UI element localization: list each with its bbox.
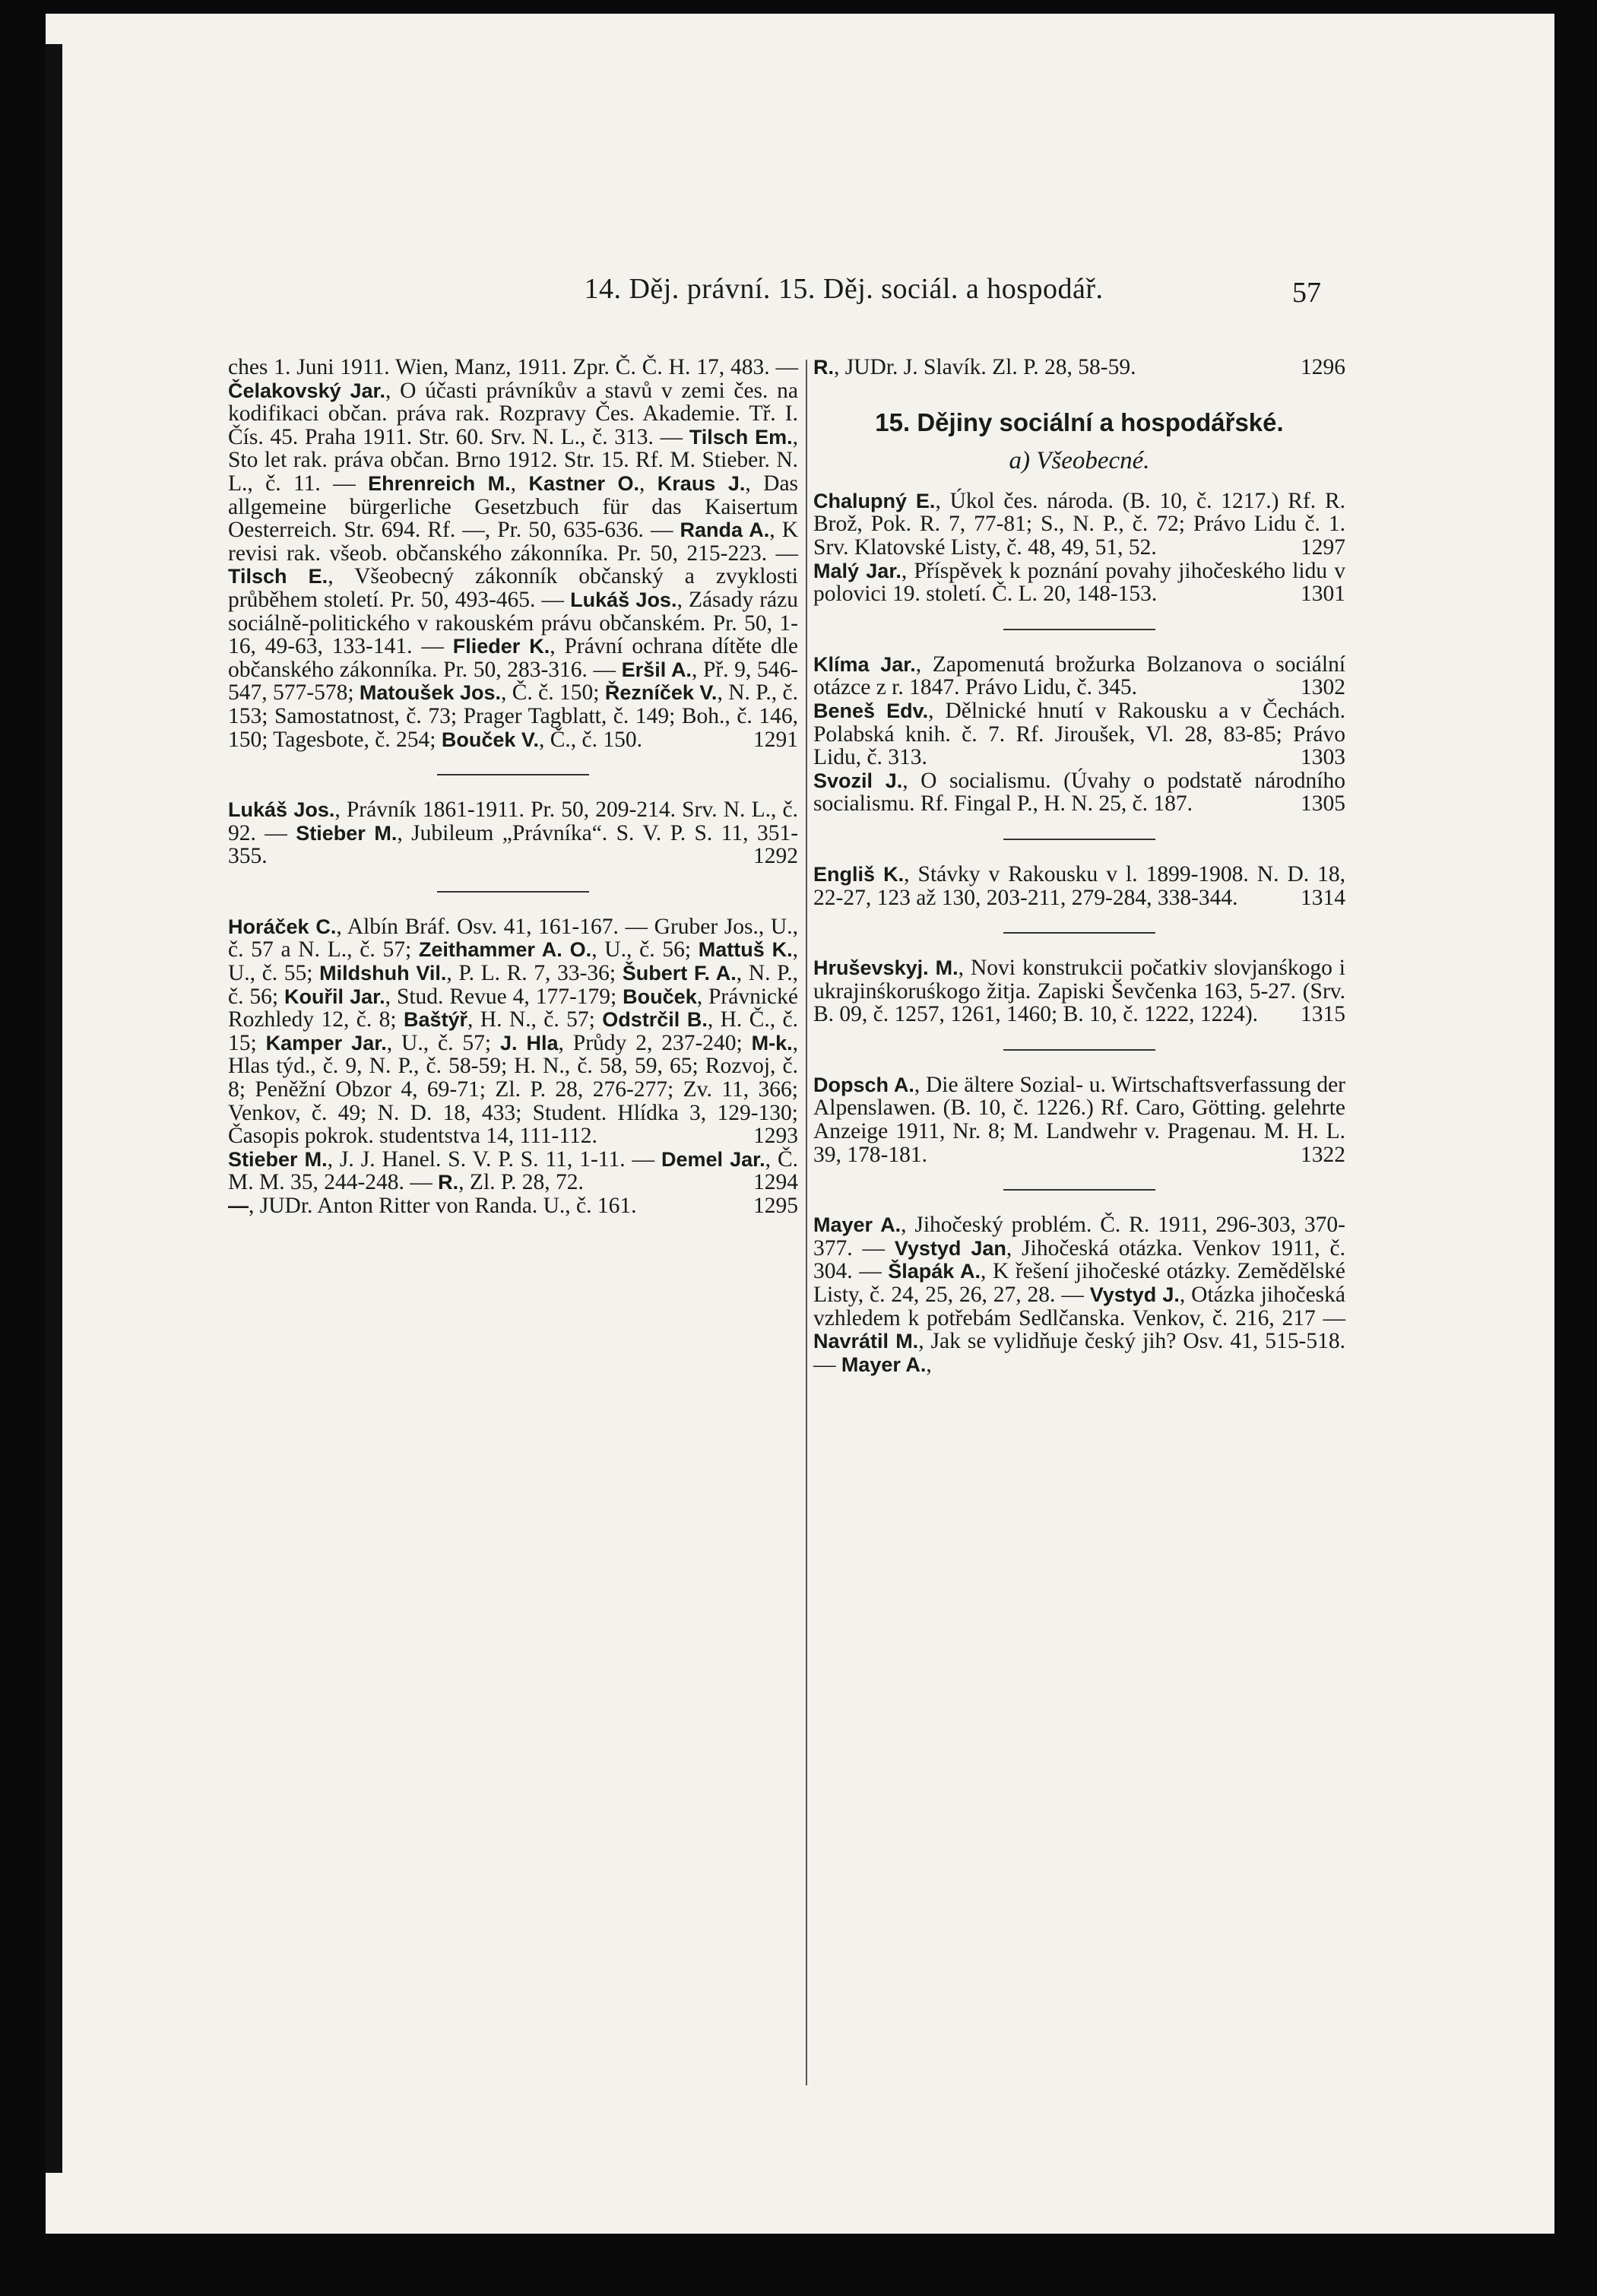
author-name: Engliš K. xyxy=(813,862,905,886)
bib-entry-1295 xyxy=(228,1194,798,1218)
entry-text: , P. L. R. 7, 33-36; xyxy=(446,961,623,986)
entry-text: , Jihočeská otázka. Venkov 1911, č. 304. — xyxy=(813,1235,1345,1284)
entry-text: , Úkol čes. národa. (B. 10, č. 1217.) Rf. R. Brož, Pok. R. 7, 77-81; S., N. P., č. 72; Právo Lidu č. 1. Srv. Klatovské Listy, č. 48, 49, 51, 52. xyxy=(813,488,1345,560)
bib-entry-1291 xyxy=(228,356,798,751)
author-name: Stieber M. xyxy=(296,821,398,845)
bib-entry-1297 xyxy=(813,490,1345,560)
subsection-title: a) Všeobecné. xyxy=(1009,447,1150,475)
author-name: — xyxy=(228,1194,249,1217)
author-name: Malý Jar. xyxy=(813,559,901,582)
entry-text: , Č., č. 150. xyxy=(538,727,642,752)
author-name: Mayer A. xyxy=(841,1353,927,1376)
entry-text: , Jak se vylidňuje český jih? Osv. 41, 515-518. — xyxy=(813,1329,1345,1377)
entry-text: , xyxy=(510,471,529,496)
bib-entry-1292 xyxy=(228,798,798,868)
author-name: Čelakovský Jar. xyxy=(228,379,386,402)
bib-entry-1314 xyxy=(813,863,1345,909)
bib-entry-1322 xyxy=(813,1073,1345,1166)
entry-text: , Sto let rak. práva občan. Brno 1912. Str. 15. Rf. M. Stieber. N. L., č. 11. — xyxy=(228,424,798,496)
author-name: Baštýř xyxy=(403,1008,467,1032)
author-name: Šubert F. A. xyxy=(622,962,737,985)
entry-text: , Zl. P. 28, 72. xyxy=(458,1170,584,1195)
bib-entry-1305 xyxy=(813,769,1345,816)
entry-number: 1302 xyxy=(1301,675,1345,700)
entry-text: , H. Č., č. 15; xyxy=(228,1007,798,1055)
entry-text: , Otázka jihočeská vzhledem k potřebám Sedlčanska. Venkov, č. 216, 217 — xyxy=(813,1283,1346,1330)
entry-text: , JUDr. Anton Ritter von Randa. U., č. 161. xyxy=(249,1194,637,1218)
entry-text: , Zásady rázu sociálně-politického v rakouském právu občanském. Pr. 50, 1-16, 49-63, 133-141. — xyxy=(228,587,798,659)
entry-separator xyxy=(437,891,589,893)
author-name: Odstrčil B. xyxy=(602,1008,708,1032)
author-name: R. xyxy=(438,1171,459,1194)
author-name: Randa A. xyxy=(680,519,770,542)
bib-entry-mayer xyxy=(813,1213,1345,1376)
entry-text: , Stávky v Rakousku v l. 1899-1908. N. D. 18, 22-27, 123 až 130, 203-211, 279-284, 338-344. xyxy=(813,861,1346,910)
entry-text: , Právnické Rozhledy 12, č. 8; xyxy=(228,984,798,1032)
column-divider xyxy=(806,360,807,2085)
entry-text: , Hlas týd., č. 9, N. P., č. 58-59; H. N., č. 58, 59, 65; Rozvoj, č. 8; Peněžní Obzor 4, 69-71; Zl. P. 28, 276-277; Zv. 11, 366; Venkov, č. 49; N. D. 18, 433; Student. Hlídka 3, 129-130; Časopis pokrok. studentstva 14, 111-112. xyxy=(228,1030,799,1149)
right-column xyxy=(813,356,1345,1376)
entry-text: , H. N., č. 57; xyxy=(467,1007,603,1032)
entry-separator xyxy=(1003,1189,1155,1191)
author-name: Lukáš Jos. xyxy=(570,588,677,611)
author-name: Klíma Jar. xyxy=(813,652,916,676)
bib-entry-1315 xyxy=(813,956,1345,1026)
author-name: Mildshuh Vil. xyxy=(319,962,447,985)
entry-number: 1293 xyxy=(753,1124,798,1149)
entry-text: , U., č. 55; xyxy=(228,937,799,986)
entry-text: , Průdy 2, 237-240; xyxy=(558,1030,752,1055)
author-name: Hruševskyj. M. xyxy=(813,956,959,980)
entry-text: , Jubileum „Právníka“. S. V. P. S. 11, 351-355. xyxy=(228,820,799,869)
entry-number: 1291 xyxy=(753,727,798,752)
entry-separator xyxy=(1003,932,1155,934)
entry-text: , Dělnické hnutí v Rakousku a v Čechách. Polabská knih. č. 7. Rf. Jiroušek, Vl. 28, 83-85; Právo Lidu, č. 313. xyxy=(813,698,1345,770)
bib-entry-1296 xyxy=(813,356,1345,379)
author-name: Bouček V. xyxy=(441,728,539,751)
entry-text: , Př. 9, 546-547, 577-578; xyxy=(228,657,798,706)
author-name: Flieder K. xyxy=(452,635,550,658)
author-name: Svozil J. xyxy=(813,769,903,792)
entry-text: , Das allgemeine bürgerliche Gesetzbuch für das Kaisertum Oesterreich. Str. 694. Rf. —, Pr. 50, 635-636. — xyxy=(228,471,799,543)
entry-text: , U., č. 56; xyxy=(591,937,699,962)
author-name: Dopsch A. xyxy=(813,1073,914,1096)
author-name: Navrátil M. xyxy=(813,1330,919,1353)
book-page xyxy=(46,14,1554,2234)
section-title: 15. Dějiny sociální a hospodářské. xyxy=(875,408,1284,436)
entry-number: 1305 xyxy=(1301,791,1345,817)
author-name: Mattuš K. xyxy=(698,938,793,962)
scan-binding-edge xyxy=(46,44,62,2173)
author-name: Horáček C. xyxy=(228,915,337,938)
author-name: Eršil A. xyxy=(621,658,692,681)
entry-text: , Stud. Revue 4, 177-179; xyxy=(385,984,623,1009)
author-name: Tilsch E. xyxy=(228,565,328,588)
entry-separator xyxy=(1003,839,1155,840)
author-name: Ehrenreich M. xyxy=(368,471,511,495)
author-name: Tilsch Em. xyxy=(689,425,793,449)
author-name: Bouček xyxy=(623,985,697,1008)
author-name: Kamper Jar. xyxy=(265,1031,387,1054)
entry-text: , Č. M. M. 35, 244-248. — xyxy=(228,1146,799,1195)
author-name: Kouřil Jar. xyxy=(284,985,385,1008)
author-name: Stieber M. xyxy=(228,1147,328,1171)
entry-text: , O účasti právníkův a stavů v zemi čes. na kodifikaci občan. práva rak. Rozpravy Čes. Akademie. Tř. I. Čís. 45. Praha 1911. Str. 60. Srv. N. L., č. 313. — xyxy=(228,378,798,449)
entry-text: , Právní ochrana dítěte dle občanského zákonníka. Pr. 50, 283-316. — xyxy=(228,634,798,682)
author-name: Vystyd J. xyxy=(1089,1283,1180,1307)
entry-text: , N. P., č. 56; xyxy=(228,961,798,1009)
left-column xyxy=(228,356,798,1218)
author-name: Řezníček V. xyxy=(604,681,718,705)
entry-text: , Zapomenutá brožurka Bolzanova o sociální otázce z r. 1847. Právo Lidu, č. 345. xyxy=(813,652,1346,700)
entry-separator xyxy=(1003,629,1155,630)
entry-text: , xyxy=(639,471,657,496)
bib-entry-1303 xyxy=(813,699,1345,769)
entry-text: , Příspěvek k poznání povahy jihočeského lidu v polovici 19. století. Č. L. 20, 148-153. xyxy=(813,558,1345,607)
entry-text: , J. J. Hanel. S. V. P. S. 11, 1-11. — xyxy=(327,1146,661,1172)
author-name: Chalupný E. xyxy=(813,489,936,512)
author-name: Beneš Edv. xyxy=(813,699,929,722)
author-name: Kraus J. xyxy=(657,471,746,495)
running-header: 14. Děj. právní. 15. Děj. sociál. a hospodář. xyxy=(584,273,1104,305)
entry-number: 1297 xyxy=(1301,534,1345,560)
entry-text: , Č. č. 150; xyxy=(500,680,605,706)
entry-number: 1314 xyxy=(1301,885,1345,910)
author-name: Zeithammer A. O. xyxy=(418,938,592,962)
entry-number: 1303 xyxy=(1301,745,1345,770)
author-name: Vystyd Jan xyxy=(894,1236,1006,1260)
entry-text: , xyxy=(926,1352,932,1377)
entry-number: 1301 xyxy=(1301,582,1345,607)
entry-text: , JUDr. J. Slavík. Zl. P. 28, 58-59. xyxy=(834,355,1136,379)
author-name: R. xyxy=(813,356,834,379)
entry-text: , Novi konstrukcii počatkiv slovjanśkogo i ukrajinśkoruśkogo žitja. Zapiski Ševčenka 163, 5-27. (Srv. B. 09, č. 1257, 1261, 1460; B. 10, č. 1222, 1224). xyxy=(813,956,1345,1027)
author-name: Lukáš Jos. xyxy=(228,798,335,822)
author-name: Mayer A. xyxy=(813,1213,901,1237)
entry-number: 1296 xyxy=(1301,355,1345,379)
entry-text: , K revisi rak. všeob. občanského zákonníka. Pr. 50, 215-223. — xyxy=(228,518,798,566)
entry-text: , U., č. 57; xyxy=(386,1030,500,1055)
author-name: Šlapák A. xyxy=(888,1260,981,1283)
bib-entry-1301 xyxy=(813,560,1345,606)
author-name: Demel Jar. xyxy=(661,1147,765,1171)
entry-text: ches 1. Juni 1911. Wien, Manz, 1911. Zpr. Č. Č. H. 17, 483. — xyxy=(228,355,798,379)
author-name: Kastner O. xyxy=(528,471,640,495)
entry-number: 1322 xyxy=(1301,1142,1345,1167)
entry-number: 1295 xyxy=(753,1194,798,1218)
entry-text: , N. P., č. 153; Samostatnost, č. 73; Prager Tagblatt, č. 149; Boh., č. 146, 150; Tagesbote, č. 254; xyxy=(228,680,799,752)
entry-text: , Všeobecný zákonník občanský a zvyklosti průběhem století. Pr. 50, 493-465. — xyxy=(228,564,799,612)
author-name: M-k. xyxy=(751,1031,793,1054)
bib-entry-1294 xyxy=(228,1148,798,1194)
author-name: Matoušek Jos. xyxy=(359,681,501,705)
entry-separator xyxy=(1003,1049,1155,1051)
entry-number: 1315 xyxy=(1301,1002,1345,1027)
entry-text: , O socialismu. (Úvahy o podstatě národního socialismu. Rf. Fingal P., H. N. 25, č. 187. xyxy=(813,768,1345,817)
entry-text: , K řešení jihočeské otázky. Zemědělské Listy, č. 24, 25, 26, 27, 28. — xyxy=(813,1259,1345,1308)
entry-number: 1292 xyxy=(753,844,798,869)
bib-entry-1302 xyxy=(813,653,1345,699)
bib-entry-1293 xyxy=(228,915,798,1148)
entry-separator xyxy=(437,774,589,775)
entry-text: , Jihočeský problém. Č. R. 1911, 296-303, 370-377. — xyxy=(813,1213,1346,1261)
entry-number: 1294 xyxy=(753,1170,798,1195)
entry-text: , Albín Bráf. Osv. 41, 161-167. — Gruber Jos., U., č. 57 a N. L., č. 57; xyxy=(228,914,798,962)
entry-text: , Právník 1861-1911. Pr. 50, 209-214. Srv. N. L., č. 92. — xyxy=(228,798,798,845)
page-number: 57 xyxy=(1292,277,1321,309)
author-name: J. Hla xyxy=(499,1031,559,1054)
entry-text: , Die ältere Sozial- u. Wirtschaftsverfassung der Alpenslawen. (B. 10, č. 1226.) Rf. Caro, Götting. gelehrte Anzeige 1911, Nr. 8; M. Landwehr v. Pragenau. M. H. L. 39, 178-181. xyxy=(813,1072,1346,1167)
